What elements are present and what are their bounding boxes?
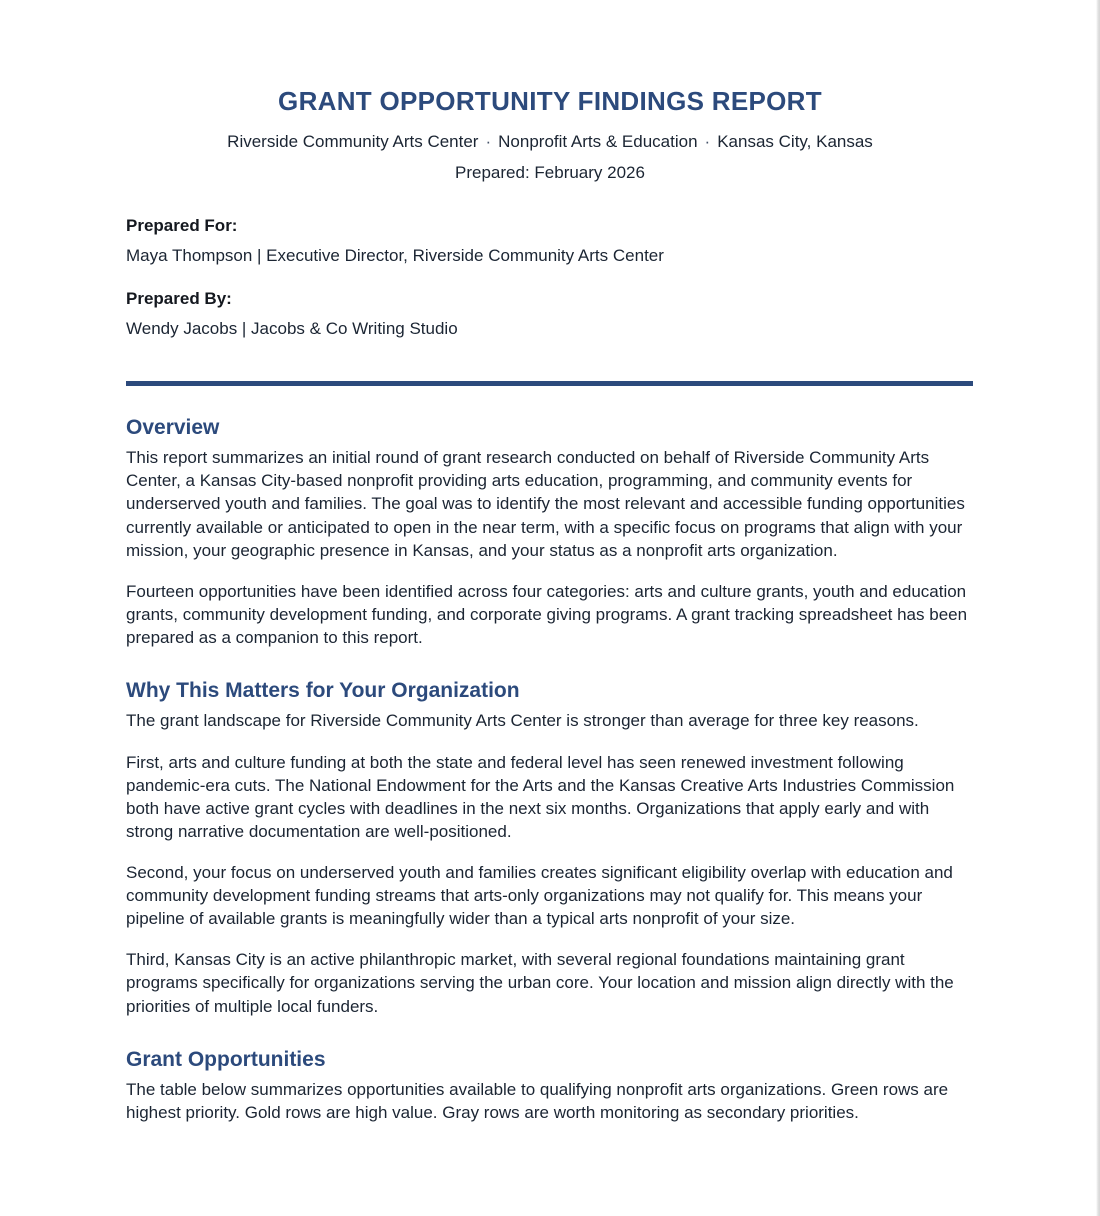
meta-block bbox=[126, 186, 974, 342]
why-paragraph-2: First, arts and culture funding at both the state and federal level has seen renewed investment following pandemic-era cuts. The National Endowment for the Arts and the Kansas Creative Arts Industries Commission both have active grant cycles with deadlines in the next six months. Organizations that apply early and with strong narrative documentation are well-positioned. bbox=[126, 752, 955, 841]
prepared-by-group bbox=[126, 286, 974, 342]
why-paragraph-4: Third, Kansas City is an active philanthropic market, with several regional foundations maintaining grant programs specifically for organizations serving the urban core. Your location and mission align directly with the priorities of multiple local funders. bbox=[126, 950, 954, 1016]
overview-paragraph-2: Fourteen opportunities have been identified across four categories: arts and culture grants, youth and education grants, community development funding, and corporate giving programs. A grant tracking spreadsheet has been prepared as a companion to this report. bbox=[126, 581, 968, 648]
subtitle-separator-2: · bbox=[704, 131, 711, 151]
grant-opportunities-paragraph-1: The table below summarizes opportunities available to qualifying nonprofit arts organizations. Green rows are highest priority. Gold rows are high value. Gray rows are worth monitoring as secondary priorities. bbox=[126, 1079, 949, 1123]
subtitle-separator-1: · bbox=[485, 131, 492, 151]
subtitle-location: Kansas City, Kansas bbox=[717, 131, 873, 151]
subtitle-organization: Riverside Community Arts Center bbox=[227, 131, 479, 151]
section-overview bbox=[126, 386, 974, 649]
section-grant-opportunities bbox=[126, 1018, 974, 1125]
section-heading-overview: Overview bbox=[126, 415, 220, 439]
page-title: GRANT OPPORTUNITY FINDINGS REPORT bbox=[278, 86, 822, 116]
prepared-for-value: Maya Thompson | Executive Director, Riverside Community Arts Center bbox=[126, 246, 664, 266]
section-why-this-matters bbox=[126, 649, 974, 1018]
prepared-for-group bbox=[126, 213, 974, 269]
prepared-by-label: Prepared By: bbox=[126, 288, 232, 308]
page-edge bbox=[1095, 0, 1100, 1216]
section-heading-grant-opportunities: Grant Opportunities bbox=[126, 1047, 326, 1071]
prepared-date: Prepared: February 2026 bbox=[455, 163, 645, 183]
overview-paragraph-1: This report summarizes an initial round of grant research conducted on behalf of Riverside Community Arts Center, a Kansas City-based nonprofit providing arts education, programming, and community events for underserved youth and families. The goal was to identify the most relevant and accessible funding opportunities currently available or anticipated to open in the near term, with a specific focus on programs that align with your mission, your geographic presence in Kansas, and your status as a nonprofit arts organization. bbox=[126, 448, 965, 560]
why-paragraph-3: Second, your focus on underserved youth and families creates significant eligibility overlap with education and community development funding streams that arts-only organizations may not qualify for. This means your pipeline of available grants is meaningfully wider than a typical arts nonprofit of your size. bbox=[126, 862, 953, 929]
subtitle-sector: Nonprofit Arts & Education bbox=[498, 131, 698, 151]
document-subtitle bbox=[126, 117, 974, 155]
why-paragraph-1: The grant landscape for Riverside Community Arts Center is stronger than average for three key reasons. bbox=[126, 711, 919, 731]
prepared-for-label: Prepared For: bbox=[126, 215, 238, 235]
document-content bbox=[126, 0, 974, 1124]
prepared-by-value: Wendy Jacobs | Jacobs & Co Writing Studio bbox=[126, 319, 458, 339]
section-heading-why-this-matters: Why This Matters for Your Organization bbox=[126, 679, 520, 703]
